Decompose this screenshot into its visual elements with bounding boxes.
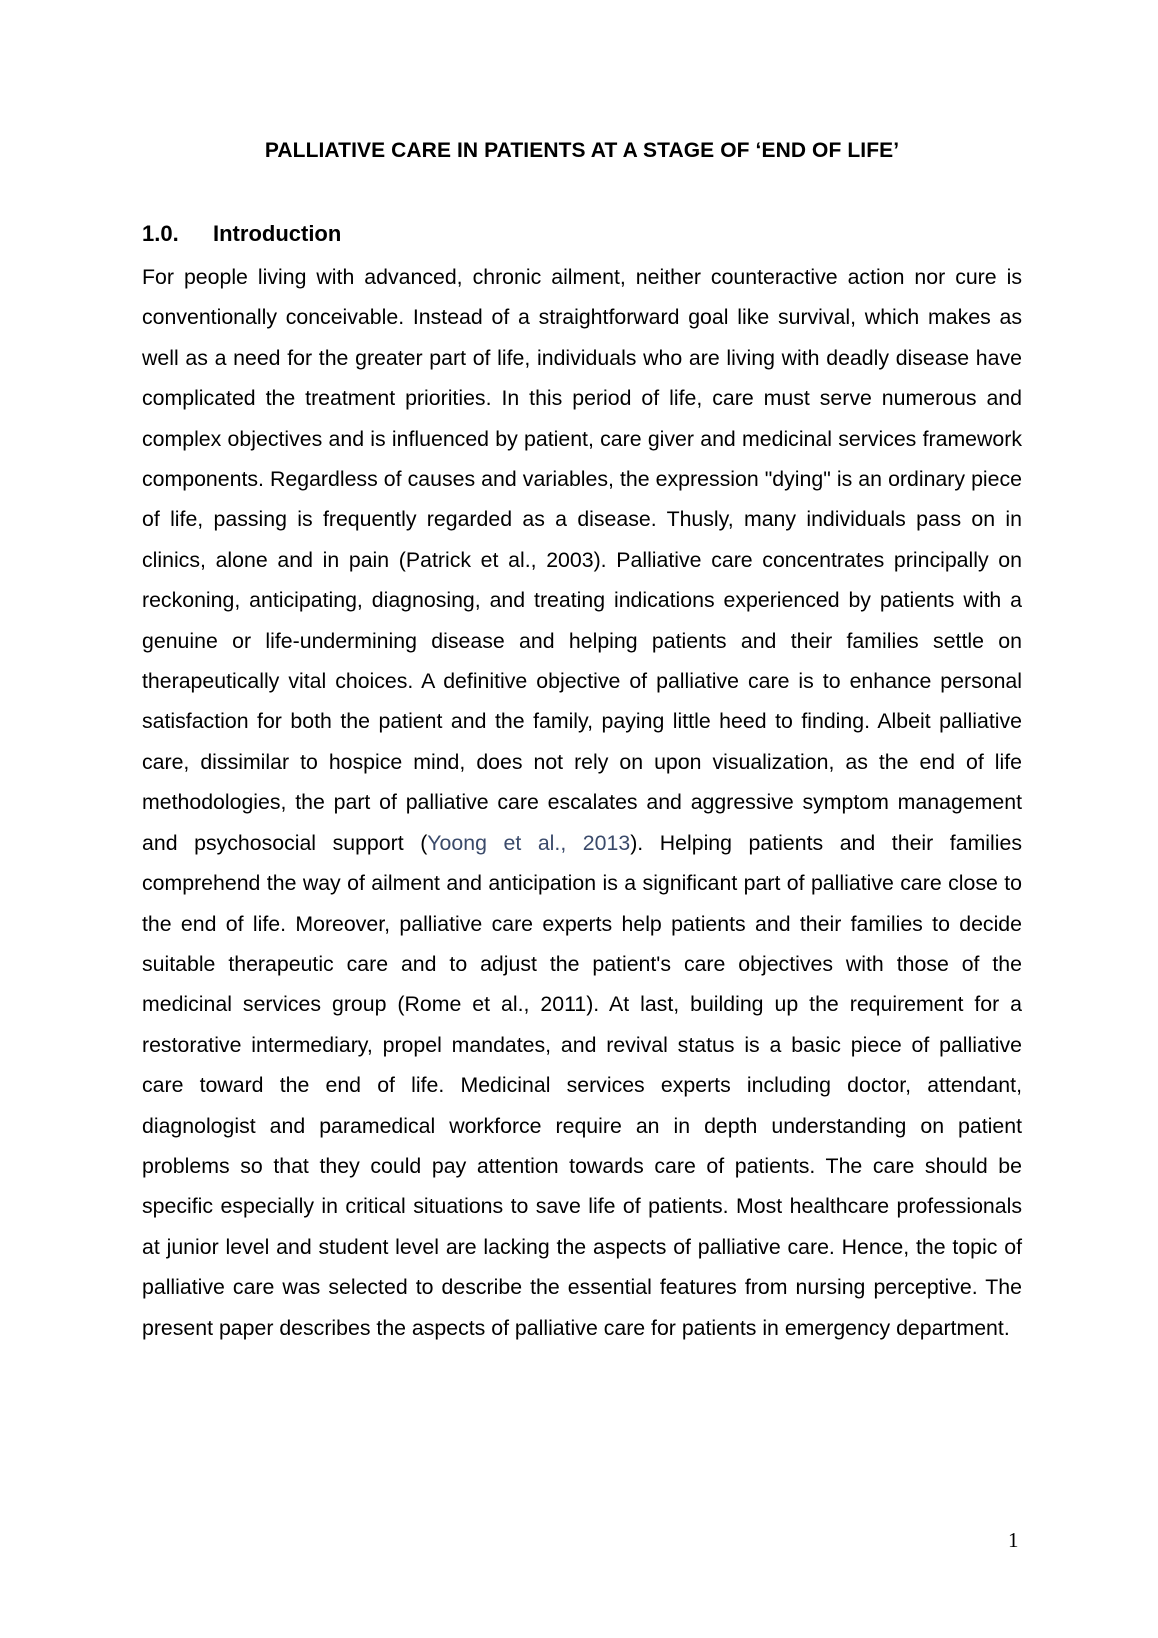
page-number: 1 — [1008, 1528, 1019, 1552]
section-title: Introduction — [213, 221, 342, 246]
citation-link[interactable]: Yoong et al., 2013 — [427, 830, 631, 855]
document-title: PALLIATIVE CARE IN PATIENTS AT A STAGE OF ‘END OF LIFE’ — [264, 139, 900, 162]
introduction-paragraph — [142, 257, 1022, 1348]
section-heading — [142, 221, 341, 247]
section-number: 1.0. — [142, 221, 179, 246]
paragraph-text-part-2: ). Helping patients and their families comprehend the way of ailment and anticipation is a significant part of palliative care close to the end of life. Moreover, palliative care experts help patients and their families to decide suitable therapeutic care and to adjust the patient's care objectives with those of the medicinal services group (Rome et al., 2011). At last, building up the requirement for a restorative intermediary, propel mandates, and revival status is a basic piece of palliative care toward the end of life. Medicinal services experts including doctor, attendant, diagnologist and paramedical workforce require an in depth understanding on patient problems so that they could pay attention towards care of patients. The care should be specific especially in critical situations to save life of patients. Most healthcare professionals at junior level and student level are lacking the aspects of palliative care. Hence, the topic of palliative care was selected to describe the essential features from nursing perceptive. The present paper describes the aspects of palliative care for patients in emergency department. — [142, 830, 1022, 1340]
paragraph-text-part-1: For people living with advanced, chronic ailment, neither counteractive action nor cure is conventionally conceivable. Instead of a straightforward goal like survival, which makes as well as a need for the greater part of life, individuals who are living with deadly disease have complicated the treatment priorities. In this period of life, care must serve numerous and complex objectives and is influenced by patient, care giver and medicinal services framework components. Regardless of causes and variables, the expression "dying" is an ordinary piece of life, passing is frequently regarded as a disease. Thusly, many individuals pass on in clinics, alone and in pain (Patrick et al., 2003). Palliative care concentrates principally on reckoning, anticipating, diagnosing, and treating indications experienced by patients with a genuine or life-undermining disease and helping patients and their families settle on therapeutically vital choices. A definitive objective of palliative care is to enhance personal satisfaction for both the patient and the family, paying little heed to finding. Albeit palliative care, dissimilar to hospice mind, does not rely on upon visualization, as the end of life methodologies, the part of palliative care escalates and aggressive symptom management and psychosocial support ( — [142, 265, 1022, 855]
